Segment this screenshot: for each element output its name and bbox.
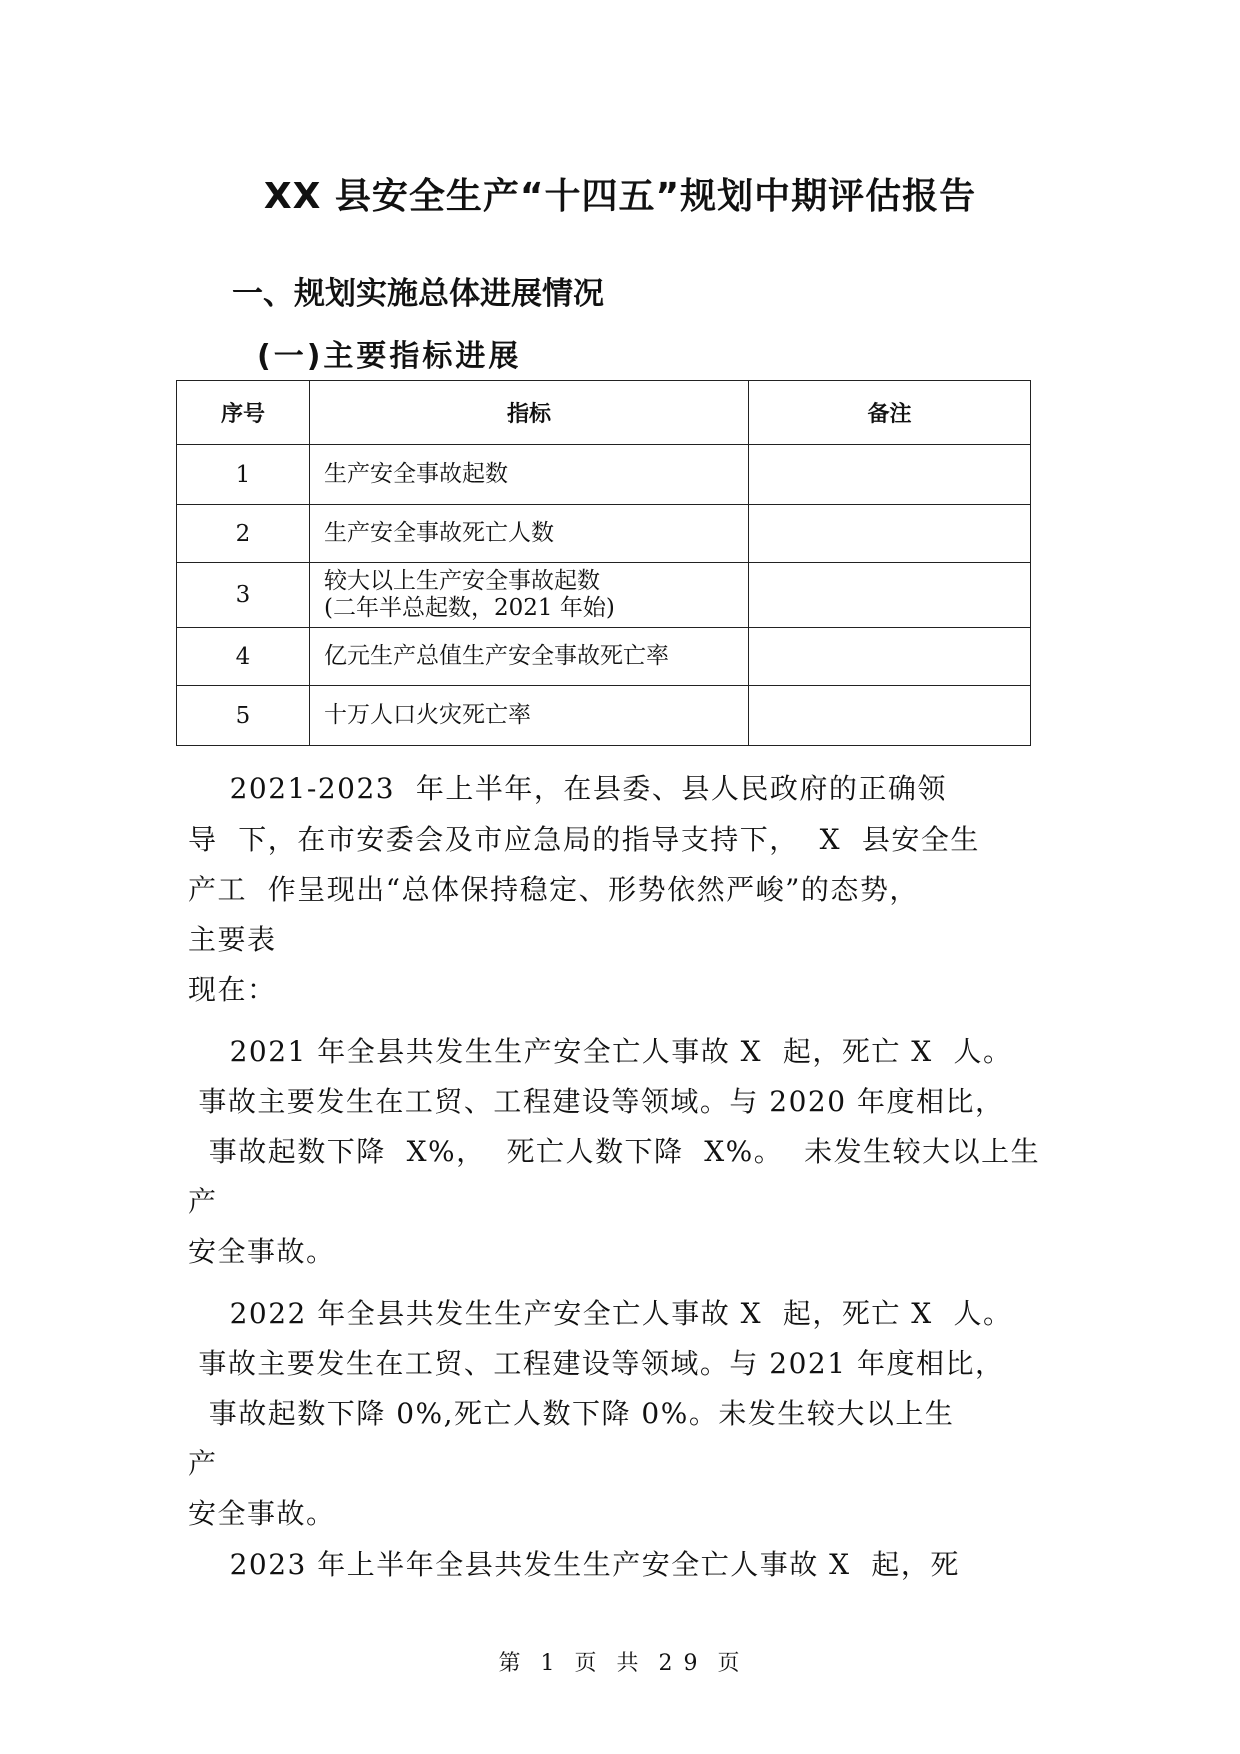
body-line: 事故起数下降 X%， 死亡人数下降 X%。 未发生较大以上生	[188, 1135, 1041, 1168]
note-cell	[749, 628, 1031, 686]
table-row	[177, 628, 1031, 686]
note-cell	[749, 686, 1031, 746]
note-cell	[749, 505, 1031, 563]
table-header-row	[177, 381, 1031, 445]
body-line: 事故主要发生在工贸、工程建设等领域。与 2020 年度相比，	[188, 1085, 1005, 1118]
note-cell	[749, 445, 1031, 505]
row-number: 4	[177, 628, 310, 686]
body-line: 产工 作呈现出“总体保持稳定、形势依然严峻”的态势，	[188, 873, 919, 906]
indicator-line: 十万人口火灾死亡率	[324, 702, 531, 728]
indicator-name	[310, 686, 749, 746]
body-line: 2023 年上半年全县共发生生产安全亡人事故 X 起，死	[188, 1548, 960, 1581]
section-heading: 一、规划实施总体进展情况	[232, 276, 604, 312]
row-number: 5	[177, 686, 310, 746]
document-title: XX 县安全生产“十四五”规划中期评估报告	[263, 176, 977, 217]
table-row	[177, 563, 1031, 628]
indicator-line: (二年半总起数，2021 年始)	[324, 595, 615, 621]
body-line: 2022 年全县共发生生产安全亡人事故 X 起，死亡 X 人。	[188, 1297, 1013, 1330]
indicator-name	[310, 505, 749, 563]
table-row	[177, 445, 1031, 505]
body-line: 主要表	[188, 923, 277, 956]
body-line: 导 下，在市安委会及市应急局的指导支持下， X 县安全生	[188, 823, 980, 856]
indicator-name	[310, 445, 749, 505]
indicator-name	[310, 563, 749, 628]
indicator-line: 较大以上生产安全事故起数	[324, 568, 600, 594]
body-line: 事故主要发生在工贸、工程建设等领域。与 2021 年度相比，	[188, 1347, 1005, 1380]
row-number: 1	[177, 445, 310, 505]
table-row	[177, 686, 1031, 746]
subsection-heading: (一)主要指标进展	[257, 339, 522, 374]
body-line: 安全事故。	[188, 1497, 336, 1530]
note-cell	[749, 563, 1031, 628]
body-line: 2021-2023 年上半年，在县委、县人民政府的正确领	[188, 772, 947, 805]
body-line: 2021 年全县共发生生产安全亡人事故 X 起，死亡 X 人。	[188, 1035, 1013, 1068]
header-indicator: 指标	[310, 381, 749, 445]
indicator-table	[176, 380, 1031, 746]
indicator-name	[310, 628, 749, 686]
indicator-line: 亿元生产总值生产安全事故死亡率	[324, 643, 669, 669]
page-footer: 第 1 页 共 2 9 页	[498, 1651, 742, 1676]
table-row	[177, 505, 1031, 563]
indicator-line: 生产安全事故起数	[324, 461, 508, 487]
body-line: 产	[188, 1185, 218, 1218]
header-note: 备注	[749, 381, 1031, 445]
body-line: 现在：	[188, 973, 277, 1006]
indicator-line: 生产安全事故死亡人数	[324, 520, 554, 546]
row-number: 3	[177, 563, 310, 628]
header-number: 序号	[177, 381, 310, 445]
row-number: 2	[177, 505, 310, 563]
body-line: 事故起数下降 0%,死亡人数下降 0%。未发生较大以上生	[188, 1397, 955, 1430]
body-line: 安全事故。	[188, 1235, 336, 1268]
body-line: 产	[188, 1447, 218, 1480]
